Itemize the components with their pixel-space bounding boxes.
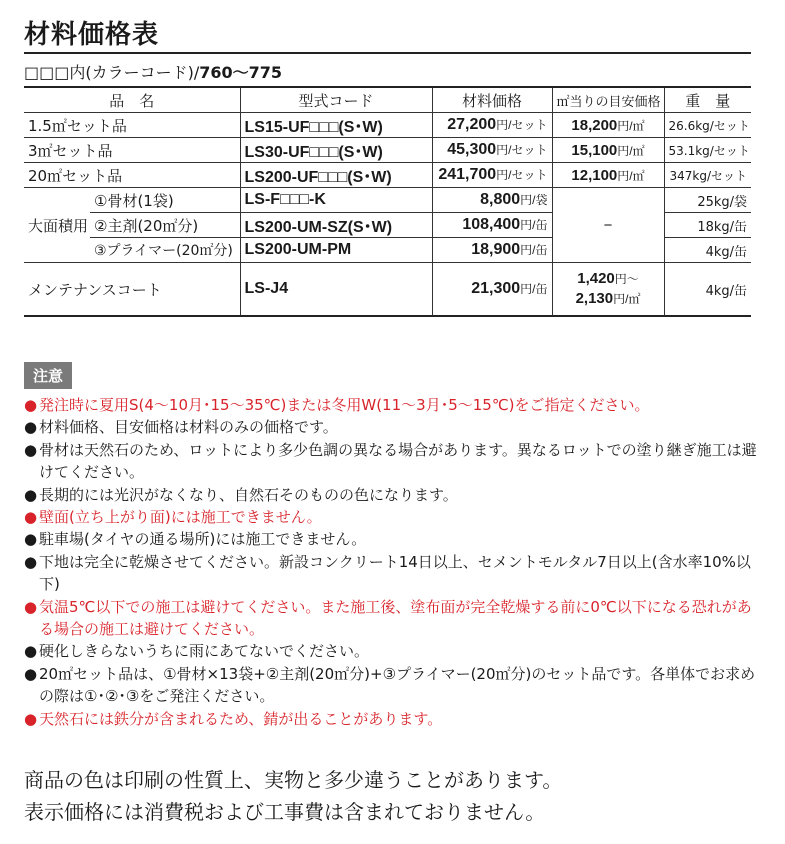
- row-guide: 1,420円〜 2,130円/㎡: [552, 263, 664, 317]
- row-name: 20㎡セット品: [24, 163, 240, 188]
- row-code: LS200-UF□□□(S･W): [240, 163, 432, 188]
- footer-line: 表示価格には消費税および工事費は含まれておりません。: [24, 800, 546, 824]
- row-weight: 4kg/缶: [664, 263, 751, 317]
- header-code: 型式コード: [240, 87, 432, 113]
- group-label: 大面積用: [24, 188, 90, 263]
- row-name: 3㎡セット品: [24, 138, 240, 163]
- note-item: ● 天然石には鉄分が含まれるため、錆が出ることがあります。: [24, 709, 443, 728]
- group-item-name: ①骨材(1袋): [90, 188, 240, 213]
- row-price: 241,700円/セット: [432, 163, 552, 188]
- row-price: 21,300円/缶: [432, 263, 552, 317]
- row-price: 45,300円/セット: [432, 138, 552, 163]
- row-guide: 18,200円/㎡: [552, 113, 664, 138]
- note-item: ● 硬化しきらないうちに雨にあてないでください。: [24, 642, 370, 661]
- row-weight: 26.6kg/セット: [664, 113, 751, 138]
- header-weight: 重 量: [664, 87, 751, 113]
- footer-line: 商品の色は印刷の性質上、実物と多少違うことがあります。: [24, 768, 563, 792]
- row-weight: 347kg/セット: [664, 163, 751, 188]
- row-code: LS30-UF□□□(S･W): [240, 138, 432, 163]
- note-item: ● 骨材は天然石のため、ロットにより多少色調の異なる場合があります。異なるロットでの塗り継ぎ施工は避けてください。: [24, 440, 757, 482]
- notes-list: [24, 394, 759, 730]
- row-price: 8,800円/袋: [432, 188, 552, 213]
- color-code-prefix: □□□内(カラーコード)/: [24, 63, 200, 82]
- row-guide: 15,100円/㎡: [552, 138, 664, 163]
- row-code: LS-J4: [240, 263, 432, 317]
- row-weight: 4kg/缶: [664, 238, 751, 263]
- table-row: [24, 113, 751, 138]
- price-table: [24, 86, 751, 317]
- row-code: LS-F□□□-K: [240, 188, 432, 213]
- table-header-row: [24, 87, 751, 113]
- note-item: ● 下地は完全に乾燥させてください。新設コンクリート14日以上、セメントモルタル7日以上(含水率10%以下): [24, 552, 751, 594]
- note-item: ● 長期的には光沢がなくなり、自然石そのものの色になります。: [24, 485, 458, 504]
- table-row: [24, 163, 751, 188]
- row-weight: 25kg/袋: [664, 188, 751, 213]
- group-item-name: ②主剤(20㎡分): [90, 213, 240, 238]
- row-name: 1.5㎡セット品: [24, 113, 240, 138]
- table-row: [24, 138, 751, 163]
- row-name: メンテナンスコート: [24, 263, 240, 317]
- row-price: 27,200円/セット: [432, 113, 552, 138]
- header-guide: ㎡当りの目安価格: [552, 87, 664, 113]
- note-item: ● 発注時に夏用S(4〜10月･15〜35℃)または冬用W(11〜3月･5〜15℃)をご指定ください。: [24, 396, 650, 414]
- footer-notes: [24, 764, 562, 828]
- note-item: ● 材料価格、目安価格は材料のみの価格です。: [24, 418, 338, 437]
- color-code-note: [24, 60, 282, 83]
- row-code: LS200-UM-SZ(S･W): [240, 213, 432, 238]
- color-code-range: 760〜775: [199, 63, 283, 82]
- header-name: 品 名: [24, 87, 240, 113]
- row-price: 108,400円/缶: [432, 213, 552, 238]
- table-row: [24, 188, 751, 213]
- note-item: ● 駐車場(タイヤの通る場所)には施工できません。: [24, 530, 367, 549]
- group-guide: −: [552, 188, 664, 263]
- note-item: ● 20㎡セット品は、①骨材×13袋+②主剤(20㎡分)+③プライマー(20㎡分)のセット品です。各単体でお求めの際は①･②･③をご発注ください。: [24, 664, 756, 706]
- row-code: LS200-UM-PM: [240, 238, 432, 263]
- header-price: 材料価格: [432, 87, 552, 113]
- title-divider: [24, 52, 751, 54]
- page-title: 材料価格表: [24, 20, 160, 50]
- note-item: ● 気温5℃以下での施工は避けてください。また施工後、塗布面が完全乾燥する前に0℃以下になる恐れがある場合の施工は避けてください。: [24, 597, 752, 639]
- row-price: 18,900円/缶: [432, 238, 552, 263]
- row-weight: 53.1kg/セット: [664, 138, 751, 163]
- notes-badge: 注意: [24, 362, 72, 389]
- row-code: LS15-UF□□□(S･W): [240, 113, 432, 138]
- note-item: ● 壁面(立ち上がり面)には施工できません。: [24, 508, 322, 527]
- row-weight: 18kg/缶: [664, 213, 751, 238]
- group-item-name: ③プライマー(20㎡分): [90, 238, 240, 263]
- table-row: [24, 263, 751, 317]
- row-guide: 12,100円/㎡: [552, 163, 664, 188]
